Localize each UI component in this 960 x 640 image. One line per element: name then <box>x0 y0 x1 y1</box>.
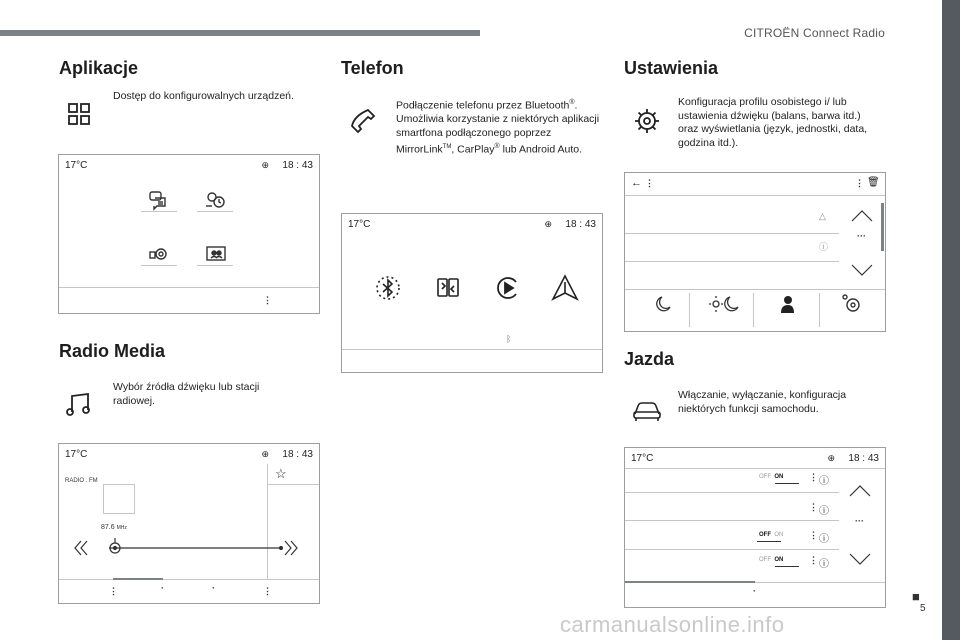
tm-mark: TM <box>442 144 452 150</box>
screen-footer-line <box>59 579 319 580</box>
day-night-icon[interactable] <box>709 295 739 318</box>
dot-icon[interactable]: · <box>753 586 756 596</box>
more-options-icon[interactable]: ⋮ <box>645 178 654 188</box>
radio-screen <box>58 443 320 604</box>
divider <box>197 211 233 212</box>
reg-mark: ® <box>569 99 575 106</box>
more-options-icon[interactable]: ··· <box>857 231 866 241</box>
divider <box>141 211 177 212</box>
more-options-icon[interactable]: ⋮ <box>809 530 818 540</box>
more-options-icon[interactable]: ⋮ <box>809 502 818 512</box>
ustawienia-desc: Konfiguracja profilu osobistego i/ lub ustawienia dźwięku (balans, barwa itd.) oraz wyświetlania (język, jednostki, data, godzina itd.). <box>678 96 868 149</box>
page-bullet: ■ <box>912 589 920 604</box>
jazda-title: Jazda <box>624 349 675 369</box>
info-icon[interactable]: ⓘ <box>819 534 829 545</box>
clock-icon: ⊕ <box>261 449 269 459</box>
station-artwork <box>103 484 135 514</box>
clock-icon: ⊕ <box>261 160 269 170</box>
divider <box>625 492 839 493</box>
divider <box>141 265 177 266</box>
more-options-icon[interactable]: ⋮ <box>263 586 272 596</box>
bluetooth-status-icon: ᛒ <box>506 334 512 344</box>
toggle-underline <box>757 541 781 542</box>
ustawienia-screen <box>624 172 886 332</box>
divider <box>197 265 233 266</box>
back-arrow-icon[interactable]: ← <box>631 177 642 189</box>
page-number: 5 <box>920 603 926 614</box>
temperature: 17°C <box>65 449 88 460</box>
status-bar <box>59 155 319 175</box>
clock-icon: ⊕ <box>827 453 835 463</box>
screen-footer-line <box>59 287 319 288</box>
divider <box>819 293 820 327</box>
telefon-desc-main: Podłączenie telefonu przez Bluetooth <box>396 99 570 112</box>
more-options-icon[interactable]: ⋮ <box>809 472 818 482</box>
phone-icon <box>350 108 376 134</box>
freq-value: 87.6 <box>101 524 115 531</box>
android-auto-icon[interactable] <box>550 274 580 307</box>
tuner-slider[interactable] <box>73 538 305 563</box>
jazda-desc: Włączanie, wyłączanie, konfiguracja niektórych funkcji samochodu. <box>678 389 847 415</box>
divider <box>625 261 839 262</box>
gear-icon <box>633 107 661 135</box>
dot-icon[interactable]: · <box>212 583 215 593</box>
divider <box>689 293 690 327</box>
more-options-icon[interactable]: ⋮ <box>855 178 864 188</box>
toggle-on: ON <box>774 532 784 538</box>
divider <box>625 233 839 234</box>
clock-time: 18 : 43 <box>282 449 313 460</box>
star-icon[interactable]: ☆ <box>275 466 287 481</box>
more-options-icon[interactable]: ⋮ <box>809 555 818 565</box>
bluetooth-icon[interactable] <box>374 274 402 307</box>
temperature: 17°C <box>65 160 88 171</box>
aplikacje-screen <box>58 154 320 314</box>
info-icon[interactable]: ⓘ <box>819 559 829 570</box>
telefon-desc-line4: lub Android Auto. <box>499 143 583 156</box>
divider <box>625 520 839 521</box>
freq-unit: MHz <box>116 525 127 531</box>
divider <box>753 293 754 327</box>
settings-gear-icon[interactable] <box>841 293 863 320</box>
telefon-title: Telefon <box>341 58 404 78</box>
warning-icon: △ <box>819 211 826 221</box>
divider <box>625 468 885 469</box>
radio-source: RADIO . FM <box>65 478 98 484</box>
music-note-icon <box>66 392 92 416</box>
divider <box>625 289 885 290</box>
temperature: 17°C <box>631 453 654 464</box>
progress-indicator <box>113 578 163 580</box>
progress-indicator <box>625 581 755 583</box>
toggle-off: OFF <box>759 557 771 563</box>
radio-desc: Wybór źródła dźwięku lub stacji radiowej. <box>113 381 260 407</box>
toggle-underline <box>775 566 799 567</box>
scroll-down-icon[interactable] <box>849 552 871 570</box>
car-icon <box>632 400 662 422</box>
ustawienia-title: Ustawienia <box>624 58 719 78</box>
radio-title: Radio Media <box>59 341 166 361</box>
divider <box>625 195 885 196</box>
scroll-down-icon[interactable] <box>851 263 873 281</box>
toggle-off: OFF <box>759 474 771 480</box>
telefon-desc <box>396 96 606 157</box>
toggle-off: OFF <box>759 532 771 538</box>
more-options-icon[interactable]: ··· <box>855 516 864 526</box>
info-icon[interactable]: ⓘ <box>819 476 829 487</box>
divider <box>267 484 319 485</box>
reg-mark: ® <box>494 143 500 150</box>
moon-icon[interactable] <box>653 295 673 318</box>
clock-time: 18 : 43 <box>565 219 596 230</box>
divider <box>625 549 839 550</box>
brand-title: CITROËN Connect Radio <box>744 26 885 40</box>
telefon-desc-line2: . Umożliwia korzystanie z niektórych aplikacji smartfona podłączonego poprzez MirrorLink <box>396 99 600 156</box>
scroll-up-icon[interactable] <box>851 209 873 227</box>
toggle-off-on[interactable] <box>759 474 783 480</box>
clock-time: 18 : 43 <box>282 160 313 171</box>
telefon-screen <box>341 213 603 373</box>
frequency-readout <box>101 524 127 531</box>
toggle-off-on[interactable] <box>759 557 783 563</box>
clock-time: 18 : 43 <box>848 453 879 464</box>
dot-icon[interactable]: · <box>161 583 164 593</box>
toggle-on: ON <box>774 557 784 563</box>
scroll-up-icon[interactable] <box>849 484 871 502</box>
status-bar <box>59 444 319 464</box>
aplikacje-title: Aplikacje <box>59 58 139 78</box>
status-bar <box>342 214 602 234</box>
toggle-underline <box>775 483 799 484</box>
clock-icon: ⊕ <box>544 219 552 229</box>
carplay-icon[interactable] <box>494 274 522 307</box>
jazda-screen <box>624 447 886 608</box>
trash-icon[interactable]: 🗑 <box>867 177 880 188</box>
toggle-on: ON <box>774 474 784 480</box>
user-profile-icon[interactable] <box>777 295 795 318</box>
status-bar <box>625 448 885 468</box>
scrollbar[interactable] <box>881 203 884 251</box>
aplikacje-desc: Dostęp do konfigurowalnych urządzeń. <box>113 90 294 102</box>
grid-icon <box>67 102 91 126</box>
telefon-desc-line3: , CarPlay <box>451 143 495 156</box>
toggle-off-on[interactable] <box>759 532 783 538</box>
header-bar <box>0 30 480 36</box>
temperature: 17°C <box>348 219 371 230</box>
screen-footer-line <box>342 349 602 350</box>
mirrorlink-icon[interactable] <box>434 274 462 307</box>
info-icon: ⓘ <box>819 242 829 252</box>
more-options-icon[interactable]: ⋮ <box>263 295 272 305</box>
side-band <box>942 0 960 640</box>
more-options-icon[interactable]: ⋮ <box>109 586 118 596</box>
info-icon[interactable]: ⓘ <box>819 506 829 517</box>
watermark: carmanualsonline.info <box>560 612 785 637</box>
